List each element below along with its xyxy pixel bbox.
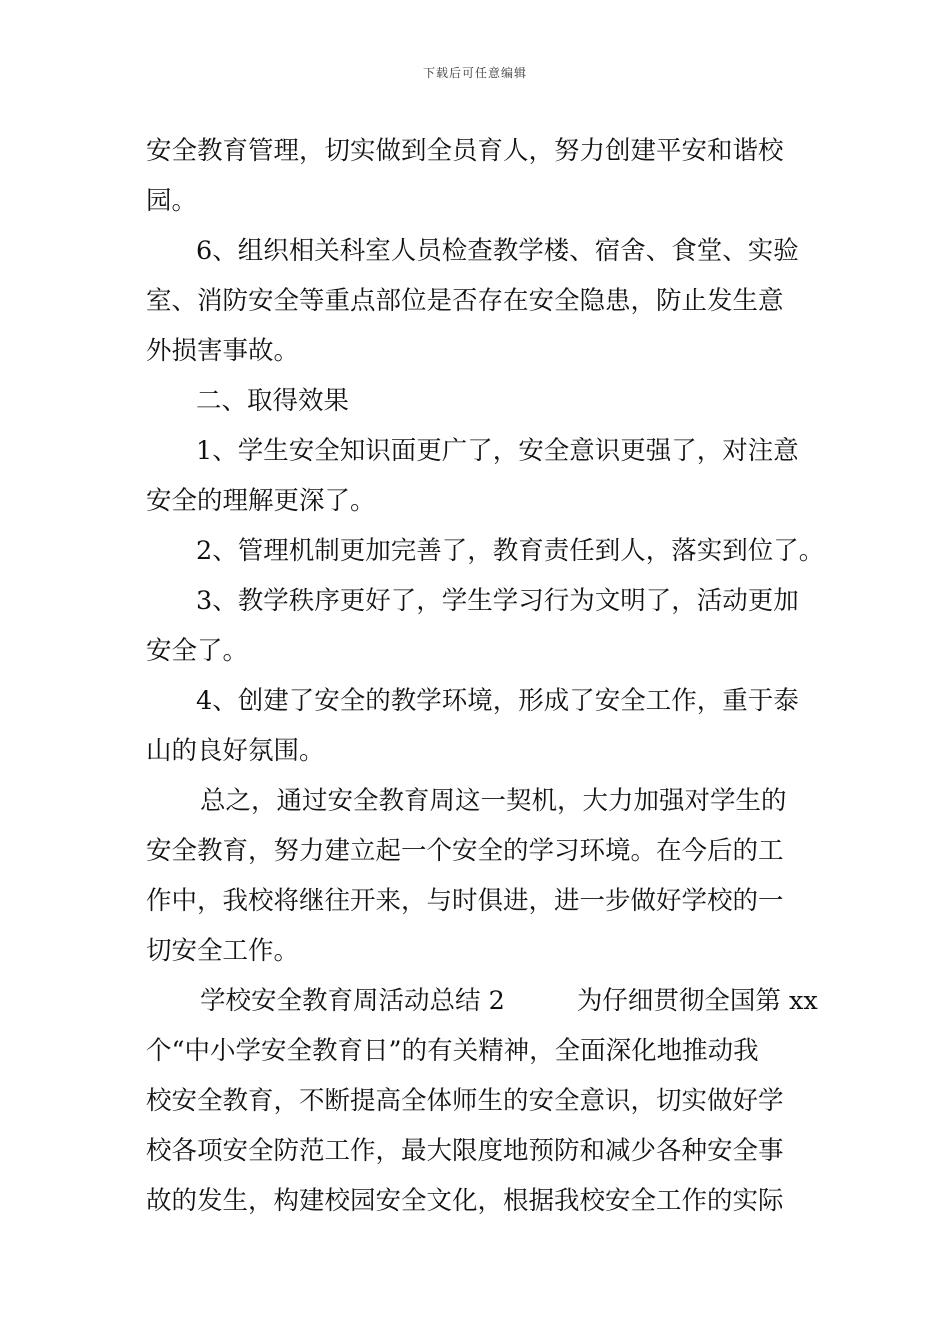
- text-line: 2、管理机制更加完善了，教育责任到人，落实到位了。: [196, 536, 825, 566]
- text-line: 安全教育，努力建立起一个安全的学习环境。在今后的工: [146, 836, 784, 866]
- text-line: 总之，通过安全教育周这一契机，大力加强对学生的: [200, 786, 787, 816]
- text-line: 4、创建了安全的教学环境，形成了安全工作，重于泰: [196, 686, 799, 716]
- section-heading: 二、取得效果: [196, 386, 350, 416]
- page-header: 下载后可任意编辑: [422, 66, 527, 80]
- text-line: 安全了。: [146, 636, 249, 666]
- text-run: 为仔细贯彻全国第 xx: [576, 986, 818, 1016]
- text-line: 3、教学秩序更好了，学生学习行为文明了，活动更加: [196, 586, 799, 616]
- text-line: 山的良好氛围。: [146, 736, 325, 766]
- title-line: [146, 976, 818, 1026]
- text-line: 校安全教育，不断提高全体师生的安全意识，切实做好学: [146, 1086, 784, 1116]
- text-line: 园。: [146, 186, 198, 216]
- text-line: 外损害事故。: [146, 336, 300, 366]
- text-line: 故的发生，构建校园安全文化，根据我校安全工作的实际: [146, 1186, 784, 1216]
- text-line: 个“中小学安全教育日”的有关精神，全面深化地推动我: [146, 1036, 759, 1066]
- text-line: 校各项安全防范工作，最大限度地预防和减少各种安全事: [146, 1136, 784, 1166]
- text-line: 室、消防安全等重点部位是否存在安全隐患，防止发生意: [146, 286, 784, 316]
- section-title: 学校安全教育周活动总结 2: [200, 986, 505, 1016]
- text-line: 6、组织相关科室人员检查教学楼、宿舍、食堂、实验: [196, 236, 799, 266]
- text-line: 1、学生安全知识面更广了，安全意识更强了，对注意: [196, 436, 799, 466]
- text-line: 切安全工作。: [146, 936, 300, 966]
- text-line: 作中，我校将继往开来，与时俱进，进一步做好学校的一: [146, 886, 784, 916]
- text-line: 安全的理解更深了。: [146, 486, 376, 516]
- document-body: [146, 126, 825, 1226]
- text-line: 安全教育管理，切实做到全员育人，努力创建平安和谐校: [146, 136, 784, 166]
